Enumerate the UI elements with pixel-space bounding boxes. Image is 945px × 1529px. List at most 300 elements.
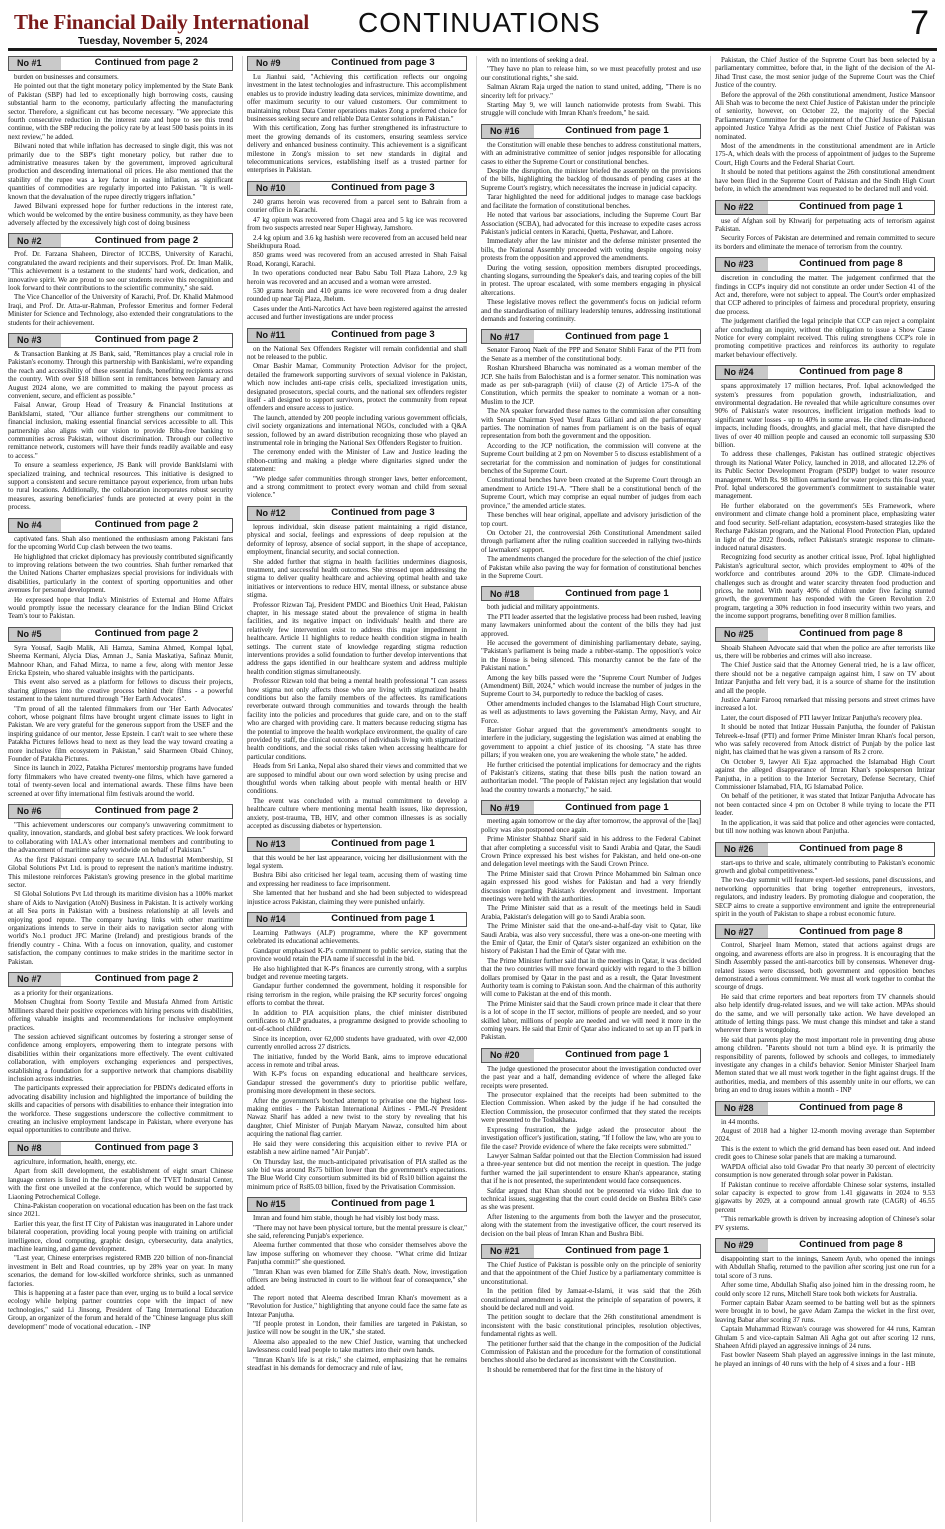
paragraph: Lawyer Salman Safdar pointed out that the Election Commission had issued a three-year sentence but did not mention the receipt in question. The judge further warned the jail superintendent to ensure Khan's appearance, stating that if he is not presented, the superintendent would face consequences. (481, 1151, 701, 1186)
paragraph: To ensure a seamless experience, JS Bank will provide BankIslami with specialized training, and technical resources. This initiative is designed to support a consistent and secure remittance payout experience, from urban hubs to rural locations. Additionally, the collaboration incorporates robust security measures, assuring beneficiaries' funds are protected at every point in the process. (8, 461, 233, 512)
story-number: No #2 (9, 234, 61, 247)
paragraph: He further criticised the potential implications for democracy and the rights of Pakistan's citizens, stating that these bills push the nation toward an authoritarian model. "The people of Pakistan reject any legislation that would lead the country towards a monarchy," he said. (481, 760, 701, 794)
paragraph: According to the JCP notification, the commission will convene at the Supreme Court building at 2 pm on November 5 to discuss establishment of a secretariat for the commission and nomination of judges for constitutional benches of the Supreme Court. (481, 441, 701, 476)
story-number: No #17 (482, 330, 534, 343)
continued-from: Continued from page 8 (799, 366, 903, 378)
paragraph: On October 9, lawyer Ali Ejaz approached the Islamabad High Court against the alleged disappearance of Imran Khan's spokesperson Intizar Panjutha, in a petition to the Interior Secretary, Defense Secretary, Chief Commissioner Islamabad, FIA, IG Islamabad Police. (715, 757, 935, 792)
paragraph: Fast bowler Naseem Shah played an aggressive innings in the last minute, he played an innings of 40 runs with the help of 4 sixes and a four - HB (715, 1351, 935, 1368)
paragraph: Bushra Bibi also criticised her legal team, accusing them of wasting time and expressing her readiness to face imprisonment. (247, 871, 467, 888)
paragraph: The Prime Minister said that Crown Prince Mohammed bin Salman once again expressed his good wishes for Pakistan and had a very friendly discussion regarding Pakistan's development and investment. Important meetings were held with the authorities. (481, 869, 701, 903)
paragraph: The launch, attended by 200 people including various government officials, civil society organizations and international NGOs, concluded with a Q&A session, followed by an award distribution recognizing those who played an instrumental role in bringing the National Sex Offenders Register to fruition. (247, 413, 467, 448)
paragraph: Former captain Babar Azam seemed to be batting well but as the spinners were brought in to bowl, he gave Adam Zampa the wicket in the first over, leaving Babar after scoring 37 runs. (715, 1298, 935, 1324)
paragraph: Expressing frustration, the judge asked the prosecutor about the investigation officer's justification, stating, "If I follow the law, who are you to file the case? Provide evidence of where the fake receipts were submitted." (481, 1125, 701, 1151)
story-body (8, 350, 233, 512)
paragraph: both judicial and military appointments. (487, 603, 600, 612)
story-number: No #21 (482, 1245, 534, 1258)
story-number: No #1 (9, 57, 61, 70)
paragraph: & Transaction Banking at JS Bank, said, "Remittances play a crucial role in Pakistan's economy. Through this partnership with Bankislami, we're expanding the reach and accessibility of these essential funds, benefiting recipients across the country. With over $18 billion sent in remittances between January and August 2024 alone, we are committed to making the payout process as convenient, secure, and efficient as possible." (8, 349, 233, 400)
paragraph: "This achievement underscores our company's unwavering commitment to quality, innovation, standards, and global best safety practices. We look forward to collaborating with IALA's other international members and contributing to the advancement of maritime safety worldwide on behalf of Pakistan." (8, 821, 233, 855)
story (481, 329, 701, 580)
story-number: No #9 (248, 57, 300, 70)
story (481, 1244, 701, 1374)
story-header (8, 518, 233, 533)
story-header (715, 627, 935, 642)
paragraph: Bilwani noted that while inflation has decreased to single digit, this was not primarily due to the SBP's tight monetary policy, but rather due to administrative measures taken by the government, improved agricultural production and descending international oil prices. He also mentioned that the stability of the rupee was a key factor in easing inflation, as significant quantities of commodities are regularly imported into Pakistan. "It is well-known that the devaluation of the rupee directly triggers inflation." (8, 142, 233, 201)
story-body (715, 644, 935, 836)
paragraph: start-ups to thrive and scale, ultimately contributing to Pakistan's economic growth and global competitiveness." (715, 858, 935, 875)
story-header (715, 257, 935, 272)
paragraph: Gandapur further condemned the government, holding it responsible for rising terrorism in the region, while praising the KP security forces' ongoing efforts to combat the threat. (247, 982, 467, 1008)
paragraph: After some time, Abdullah Shafiq also joined him in the dressing room, he could only score 12 runs, Mitchell Stare took both wickets for Australia. (715, 1281, 935, 1298)
paragraph: Most of the amendments in the constitutional amendment are in Article 175-A, which deals with the process of appointment of judges to the Supreme Court, High Courts and the Federal Shariat Court. (715, 142, 935, 167)
story-header (481, 1048, 701, 1063)
continued-from: Continued from page 2 (94, 57, 199, 69)
paragraph: The PTI leader asserted that the legislative process had been rushed, leaving many lawmakers uninformed about the content of the bills they had just approved. (481, 612, 701, 638)
continued-from: Continued from page 2 (94, 334, 199, 346)
continued-from: Continued from page 8 (799, 1239, 903, 1251)
continued-from: Continued from page 8 (799, 627, 903, 639)
story-body (8, 821, 233, 966)
story (8, 518, 233, 621)
paragraph: Safdar argued that Khan should not be presented via video link due to technical issues, suggesting that the court could decide on Bushra Bibi's case as she was present. (481, 1186, 701, 1212)
story (481, 800, 701, 1042)
paragraph: This event also served as a platform for fellows to discuss their projects, sharing glimpses into the creative process behind their films - a powerful testament to the talent nurtured through "Her Earth Advocates". (8, 678, 233, 704)
story (247, 1197, 467, 1372)
story-header (481, 124, 701, 139)
paragraph: Prof. Dr. Farzana Shaheen, Director of ICCBS, University of Karachi, congratulated the award recipients and their supervisors. Prof. Dr. Iman Malik, "This achievement is a testament to the students' hard work, dedication, and innovative spirit. We are proud to see our students receive this recognition and look forward to their contributions to the scientific community," she said. (8, 250, 233, 292)
paragraph: Syra Yousaf, Saqib Malik, Ali Hamza, Samina Ahmed, Kompal Iqbal, Sheema Kermani, Alycia Dias, Amnan J., Sania Maskatiya, Safinaz Munir, Mahnoor Khan, and Fahad Mirza, to name a few, along with mentor Jesse Ericka Epstein, who shared valuable insights with the participants. (8, 643, 233, 677)
paragraph: The Prime Minister said that the one-and-a-half-day visit to Qatar, like Saudi Arabia, was also very successful, there was a one-on-one meeting with the Emir of Qatar, the Emir of Qatar's sister organized an exhibition on the history of Pakistan I had the Emir of Qatar with me. (481, 922, 701, 956)
paragraph: The participants expressed their appreciation for PBDN's dedicated efforts in advocating disability inclusion and highlighted the importance of building the skills and capacities of persons with disabilities to enhance their integration into the workforce. These suggestions underscore the collective commitment to creating an inclusive employment landscape in Pakistan, where everyone has equal opportunities to contribute and thrive. (8, 1084, 233, 1135)
story (8, 972, 233, 1135)
paragraph: "There may not have been physical torture, but the mental pressure is clear," she said, referencing Punjab's experience. (247, 1223, 467, 1240)
story-header (247, 328, 467, 343)
story-number: No #12 (248, 507, 300, 520)
paragraph: "Last year, Chinese enterprises registered RMB 220 billion of non-financial investment in Belt and Road countries, up by 28% year on year. In many scenarios, the demand for low-skilled workforce shrinks, such as unmanned factories. (8, 1254, 233, 1288)
story-header (715, 924, 935, 939)
story-body (481, 346, 701, 580)
story-body (481, 1261, 701, 1374)
story (481, 1048, 701, 1238)
columns (8, 56, 937, 1522)
paragraph: Faisal Anwar, Group Head of Treasury & Financial Institutions at BankIslami, stated, "Our alliance further strengthens our commitment to financial inclusion, making essential financial services accessible to all. This partnership also aligns with our vision to provide Riba-free banking to communities across Pakistan, without discrimination. Through our collective remittance network, customers will have their funds readily available and easy to access." (8, 401, 233, 460)
paragraph: The event was concluded with a mutual commitment to develop a healthcare culture where mentioning mental health issues, like depression, anxiety, post-trauma, TB, HIV, and other common illnesses is as socially accepted as discussing diabetes or hypertension. (247, 796, 467, 831)
story (8, 56, 233, 227)
paragraph: With this certification, Zong has further strengthened its infrastructure to meet the growing demands of its customers, ensuring seamless service delivery and enhanced business continuity. This achievement is a significant milestone in Zong's mission to set new standards in digital and telecommunications services, establishing itself as a trusted partner for enterprises in Pakistan. (247, 124, 467, 175)
paragraph: The petition sought to declare that the 26th constitutional amendment is inconsistent with the basic constitutional principles, resolution objectives, fundamental rights as well. (481, 1313, 701, 1339)
story-number: No #8 (9, 1142, 61, 1155)
continued-from: Continued from page 1 (331, 913, 435, 925)
column-4 (710, 56, 935, 1522)
story-number: No #5 (9, 628, 61, 641)
story-body (8, 73, 233, 227)
story-body (247, 929, 467, 1191)
story-number: No #6 (9, 805, 61, 818)
paragraph: spans approximately 17 million hectares, Prof. Iqbal acknowledged the system's pressures from population growth, industrialization, and environmental degradation. He revealed that while agriculture consumes over 90% of Pakistan's water resources, inefficient irrigation methods lead to significant water losses - up to 40% in some areas. He cited climate-induced impacts, including floods, droughts, and glacial melt, that have disrupted the lives of over 40 million people and caused an economic toll surpassing $30 billion. (715, 382, 935, 450)
continued-from: Continued from page 1 (331, 1198, 435, 1210)
paragraph: leprous individual, skin disease patient maintaining a rigid distance, physical and social, feelings and expressions of deep repulsion at the deformity of leprosy, absence of social support, in the shape of acceptance, employment, financial security, and social connection. (247, 522, 467, 557)
story-number: No #20 (482, 1049, 534, 1062)
masthead-rule (8, 48, 937, 51)
paragraph: Later, the court disposed of PTI lawyer Intizar Panjutha's recovery plea. (721, 713, 923, 722)
paragraph: She lamented that her husband and she had been subjected to widespread injustice across Pakistan, claiming they were punished unfairly. (247, 889, 467, 906)
paragraph: August of 2018 had a higher 12-month moving average than September 2024. (715, 1127, 935, 1144)
story-header (247, 56, 467, 71)
story-body (8, 1158, 233, 1331)
paragraph: In addition to PIA acquisition plans, the chief minister distributed certificates to ALP graduates, a programme designed to provide schooling to out-of-school children. (247, 1008, 467, 1034)
story (715, 924, 935, 1094)
paragraph: He noted that various bar associations, including the Supreme Court Bar Association (SCBA), had advocated for this increase to expedite cases across Pakistan's judicial centers in Karachi, Quetta, Peshawar, and Lahore. (481, 211, 701, 236)
story-number: No #29 (716, 1239, 768, 1252)
paragraph: Lu Jianhui said, "Achieving this certification reflects our ongoing investment in the latest technologies and infrastructure. This accomplishment enables us to provide industry leading data services, minimize downtime, and offer maximum security to our valued customers. Our commitment to maintaining robust Data Center operations makes Zong a preferred choice for businesses seeking secure and reliable Data Center solutions in Pakistan." (247, 73, 467, 124)
paragraph: agriculture, information, health, energy, etc. (14, 1157, 137, 1166)
paragraph: 2.4 kg opium and 3.6 kg hashish were recovered from an accused held near Sheikhupura Road. (247, 233, 467, 250)
paragraph: Pakistan, the Chief Justice of the Supreme Court has been selected by a parliamentary committee, before that, in the light of the decision of the Al-Jihad Trust case, the most senior judge of the Supreme Court was the Chief Justice of the country. (715, 56, 935, 90)
paragraph: as a priority for their organizations. (14, 988, 114, 997)
story-number: No #15 (248, 1198, 300, 1211)
story-body (481, 603, 701, 794)
story-header (481, 329, 701, 344)
paragraph: "They have no plan to release him, so we must peacefully protest and use our constitutional rights," she said. (481, 65, 701, 82)
paragraph: The NA speaker forwarded these names to the commission after consulting with Senate Chairman Syed Yusuf Raza Gillani and all the parliamentary parties. The nomination of names from parliament is on the basis of equal representation from both the government and the opposition. (481, 407, 701, 441)
paragraph: Apart from skill development, the establishment of eight smart Chinese language centers is listed in the first-year plan of the TVET Industrial Center, with the first one unveiled at the conference, which would be supported by Liaoning Petrochemical College. (8, 1167, 233, 1201)
story-number: No #22 (716, 201, 768, 214)
section-title: CONTINUATIONS (358, 7, 601, 38)
continued-from: Continued from page 2 (94, 805, 199, 817)
story-number: No #11 (248, 329, 300, 342)
paragraph: burden on businesses and consumers. (14, 73, 119, 81)
paragraph: It should be noted that Intizar Hussain Panjutha, the founder of Pakistan Tehreek-e-Insaf (PTI) and former Prime Minister Imran Khan's focal person, who was safely recovered from Attock district of Punjab by the police last night, has claimed that he was given a ransom of Rs 2 crore. (715, 723, 935, 757)
continued-from: Continued from page 1 (565, 330, 669, 342)
paragraph: He pointed out that the tight monetary policy implemented by the State Bank of Pakistan (SBP) had led to exceptionally high borrowing costs, causing substantial harm to the economy, particularly affecting the manufacturing sector. Therefore, a significant cut has become necessary. "We appreciate this fourth consecutive reduction in the interest rate and hope to see this trend continue, with the SBP reducing the policy rate by at least 500 basis points in its next review," he added. (8, 82, 233, 141)
paragraph: On Thursday last, the much-anticipated privatisation of PIA stalled as the sole bid was around Rs75 billion lower than the government's expectations. The Blue World City consortium submitted its bid of Rs10 billion against the minimum price of Rs85.03 billion, fixed by the Privatisation Commission. (247, 1157, 467, 1191)
story-body (8, 644, 233, 798)
story-body (715, 859, 935, 919)
paragraph: On October 21, the controversial 26th Constitutional Amendment sailed through parliament after the ruling coalition succeeded in rallying two-thirds of lawmakers' support. (481, 528, 701, 554)
story-header (8, 804, 233, 819)
paragraph: These legislative moves reflect the government's focus on judicial reform and the standardisation of military leadership tenures, addressing institutional demands and fostering continuity. (481, 298, 701, 323)
paragraph: The Prime Minister further said that in the meetings in Qatar, it was decided that the two countries will move forward quickly with regard to the 3 billion dollars promised by Qatar in the past and as a result, the Qatar Investment Authority team is coming to Pakistan soon. And the chairman of this authority will come to Pakistan at the end of this month. (481, 956, 701, 999)
story (247, 837, 467, 906)
paragraph: WAPDA official also told Gwadar Pro that nearly 30 percent of electricity consumption is now generated through solar power in Pakistan. (715, 1162, 935, 1180)
paragraph: The initiative, funded by the World Bank, aims to improve educational access in remote and tribal areas. (247, 1052, 467, 1070)
paragraph: "This remarkable growth is driven by increasing adoption of Chinese's solar PV systems. (715, 1215, 935, 1232)
story-header (715, 200, 935, 215)
paragraph: Recognizing food security as another critical issue, Prof. Iqbal highlighted Pakistan's agricultural sector, which provides employment to 40% of the workforce and contributes around 20% to the GDP. Climate-induced challenges such as drought and water scarcity threaten food production and prices, he noted. With nearly 40% of children under five facing stunted growth, the government has responded with the Green Revolution 2.0 program, targeting a 30% reduction in food insecurity within two years, and the income support programs, benefiting over 8 million families. (715, 553, 935, 621)
paragraph: The report noted that Aleema described Imran Khan's movement as a "Revolution for Justice," highlighting that anyone could face the same fate as Intezar Panjutha. (247, 1293, 467, 1319)
story-header (247, 181, 467, 196)
paragraph: It should be remembered that for the first time in the history of (487, 1365, 663, 1374)
story-number: No #14 (248, 913, 300, 926)
paragraph: Jawed Bilwani expressed hope for further reductions in the interest rate, which would be welcomed by the entire business community, as they have been adversely affected by the excessively high cost of doing business (8, 202, 233, 227)
continued-from: Continued from page 3 (331, 507, 435, 519)
paragraph: It should be noted that petitions against the 26th constitutional amendment have been filed in the Supreme Court of Pakistan and the Sindh High Court before, in which the amendment was requested to be declared null and void. (715, 168, 935, 194)
paragraph: He said that parents play the most important role in preventing drug abuse among children. "Parents should not turn a blind eye. It is primarily the responsibility of parents, followed by schools and colleges, to immediately investigate any changes in a child's behavior. Senior Minister Sharjeel Inam Memon stated that we all must work together in the fight against drugs. If the authorities, media, and members of this assembly unite in our efforts, we can bring an end to drug issues within a month - INP (715, 1035, 935, 1095)
continued-from: Continued from page 3 (331, 57, 435, 69)
page-number: 7 (910, 4, 929, 42)
story (247, 912, 467, 1191)
continued-from: Continued from page 3 (331, 182, 435, 194)
paragraph: In the petition filed by Jamaat-e-Islami, it was said that the 26th constitutional amendment is against the principle of separation of powers, it should be declared null and void. (481, 1287, 701, 1312)
continued-from: Continued from page 2 (94, 518, 199, 530)
paragraph: He further elaborated on the government's 5Es Framework, where environment and climate change hold a prominent place, emphasizing water and food security. Self-reliant adaptation, ecosystem-based strategies like the Recharge Pakistan program, and the National Flood Protection Plan, updated in light of the 2022 floods, reflect Pakistan's strategic response to climate-induced natural disasters. (715, 501, 935, 552)
paragraph: Security Forces of Pakistan are determined and remain committed to secure its borders and eliminate the menace of terrorism from the country. (715, 234, 935, 251)
story-header (481, 1244, 701, 1259)
story (715, 1101, 935, 1232)
story-header (247, 912, 467, 927)
paragraph: During the voting session, opposition members disrupted proceedings, chanting slogans, surrounding the Speaker's dais, and tearing copies of the bill in protest. The uproar escalated, with some members engaging in physical altercations. (481, 263, 701, 297)
paragraph: He said that crime reporters and beat reporters from TV channels should also help identify drug-related issues, and we will take action. MPAs should do the same, and we will personally take action. We have developed an attitude of letting things pass. We must change this mindset and take a stand wherever there is wrongdoing. (715, 992, 935, 1035)
paragraph: 530 grams heroin and 410 grams ice were recovered from a drug dealer rounded up near Taj Plaza, Jhelum. (247, 286, 467, 304)
continued-from: Continued from page 1 (565, 1245, 669, 1257)
paragraph: Gandapur emphasised K-P's commitment to public service, stating that the province would retain the PIA name if successful in the bid. (247, 946, 467, 964)
paragraph: The session achieved significant outcomes by fostering a stronger sense of confidence among employers, empowering them to integrate persons with disabilities within their organizations more effectively. The event cultivated collaboration, with employers exchanging experiences and perspectives, establishing a foundation for a supportive network that champions disability inclusion across industries. (8, 1033, 233, 1084)
story-number: No #7 (9, 973, 61, 986)
continued-from: Continued from page 8 (799, 258, 903, 270)
story-number: No #25 (716, 628, 768, 641)
story-number: No #26 (716, 843, 768, 856)
dateline: Tuesday, November 5, 2024 (78, 36, 208, 47)
story (715, 1238, 935, 1368)
continued-from: Continued from page 1 (799, 200, 903, 212)
paragraph: Heads from Sri Lanka, Nepal also shared their views and committed that we are supposed to mindful about our own word selection by using precise and thoughtful words when talking about people with mental health or HIV conditions. (247, 762, 467, 796)
story (247, 56, 467, 175)
paragraph: The prosecutor explained that the receipts had been submitted to the Election Commission. When asked by the judge if he had consulted the Election Commission, the prosecutor confirmed that they stated the receipts were presented to the Toshakhana. (481, 1091, 701, 1125)
column-2 (242, 56, 467, 1522)
continued-from: Continued from page 2 (94, 628, 199, 640)
continued-from: Continued from page 1 (565, 125, 669, 137)
column-3 (476, 56, 701, 1522)
continued-from: Continued from page 3 (94, 1142, 199, 1154)
paragraph: He highlighted that cricket diplomacy has previously contributed significantly to improving relations between the two countries. Shah further remarked that the United Nations Charter emphasizes special provisions for individuals with disabilities, particularly in the context of sporting opportunities and other avenues for personal development. (8, 552, 233, 595)
paragraph: Constitutional benches have been created at the Supreme Court through an amendment to Article 191-A. "There shall be a constitutional bench of the Supreme Court, which may comprise an equal number of judges from each province," the amended article states. (481, 476, 701, 510)
story-header (715, 842, 935, 857)
continued-from: Continued from page 3 (331, 328, 435, 340)
paragraph: The amendments changed the procedure for the selection of the chief justice of Pakistan while also paving the way for formation of constitutional benches in the Supreme Court. (481, 555, 701, 580)
continued-from: Continued from page 1 (565, 587, 669, 599)
paragraph: He accused the government of diminishing parliamentary debate, saying, "Pakistan's parliament is being made a rubber-stamp. The opposition's voice in the House is being silenced. This monarchy cannot be the fate of the Pakistani nation." (481, 638, 701, 673)
column-1 (8, 56, 233, 1522)
story-number: No #28 (716, 1102, 768, 1115)
story (481, 56, 701, 118)
story-body (8, 535, 233, 621)
paragraph: Prime Minister Shahbaz Sharif said in his address to the Federal Cabinet that after completing a successful visit to Saudi Arabia and Qatar, the Saudi Crown Prince expressed his best wishes for Pakistan, and held one-on-one and delegation level meetings with the Saudi Crown Prince. (481, 835, 701, 869)
story-number: No #19 (482, 801, 534, 814)
story (8, 804, 233, 966)
paragraph: On behalf of the petitioner, it was stated that Intizar Panjutha Advocate has not been contacted since 4 pm on October 8 while trying to locate the PTI leader. (715, 792, 935, 818)
story-number: No #4 (9, 519, 61, 532)
paragraph: use of Afghan soil by Khwarij for perpetuating acts of terrorism against Pakistan. (715, 216, 935, 233)
paragraph: This is happening at a faster pace than ever, urging us to build a local service ecology while helping partner countries cope with the impact of new technologies," said Li Jinsong, President of Tang International Education Group, an organizer of the forum and herald of the "Chinese language plus skill development" mode of vocational education. - INP (8, 1288, 233, 1331)
story-header (8, 972, 233, 987)
paragraph: The ceremony ended with the Minister of Law and Justice leading the ribbon-cutting and making a pledge where dignitaries signed under the statement: (247, 448, 467, 474)
paragraph: Control, Sharjeel Inam Memon, stated that actions against drugs are ongoing, and awareness efforts are also in progress. It is encouraging that the Sindh Assembly passed the anti-narcotics bill by consensus. Whenever drug-related issues were discussed, both government and opposition benches demonstrated a serious commitment. We must all work together to combat the scourge of drugs. (715, 941, 935, 992)
paragraph: 240 grams heroin was recovered from a parcel sent to Bahrain from a courier office in Karachi. (247, 197, 467, 215)
story (715, 257, 935, 359)
story-body (715, 1118, 935, 1232)
story-number: No #24 (716, 366, 768, 379)
story-body (247, 523, 467, 831)
paragraph: 47 kg opium was recovered from Chagai area and 5 kg ice was recovered from two suspects arrested near Super Highway, Jamshoro. (247, 215, 467, 233)
story-header (8, 233, 233, 248)
paragraph: The Vice Chancellor of the University of Karachi, Prof. Dr. Khalid Mahmood Iraqi, and Prof. Dr. Atta-ur-Rahman, Professor Emeritus and former Federal Minister for Science and Technology, also extended their congratulations to the students for their achievement. (8, 293, 233, 327)
paragraph: The petitioner further said that the change in the composition of the Judicial Commission of Pakistan and the procedure for the formation of constitutional benches should also be declared as inconsistent with the Constitution. (481, 1339, 701, 1365)
story-header (481, 586, 701, 601)
paragraph: In the application, it was said that police and other agencies were contacted, but till now nothing was known about Panjutha. (715, 818, 935, 836)
story-body (247, 1214, 467, 1372)
story (715, 56, 935, 194)
newspaper-brand: The Financial Daily International (14, 10, 310, 34)
story (481, 124, 701, 324)
story (715, 200, 935, 252)
paragraph: Shoaib Shaheen Advocate said that when the police are after terrorists like us, there will be robberies and crimes will also increase. (715, 643, 935, 660)
paragraph: disappointing start to the innings, Saneem Ayub, who opened the innings with Abdullah Shafiq, returned to the pavilion after scoring just one run for a total score of 3 runs. (715, 1254, 935, 1280)
paragraph: To address these challenges, Pakistan has outlined strategic objectives through its National Water Policy, launched in 2018, and allocated 12.2% of its Public Sector Development Program (PSDP) budget to water resource management. With Rs. 98 billion earmarked for water projects this fiscal year, Prof. Iqbal underscored the government's commitment to sustainable water management. (715, 450, 935, 501)
story (247, 181, 467, 322)
story-header (247, 1197, 467, 1212)
paragraph: "Imran Khan's life is at risk," she claimed, emphasizing that he remains steadfast in his demands for democracy and rule of law, (247, 1355, 467, 1373)
paragraph: He said they were considering this acquisition either to revive PIA or establish a new airline named "Air Punjab". (247, 1139, 467, 1157)
paragraph: Senator Farooq Naek of the PPP and Senator Shibli Faraz of the PTI from the Senate as a member of the constitutional body. (481, 346, 701, 363)
paragraph: Despite the disruption, the minister briefed the assembly on the provisions of the bills, highlighting the backlog of thousands of pending cases at the Supreme Court's registry, which necessitates the increase in judicial capacity. (481, 167, 701, 192)
paragraph: These benches will hear original, appellate and advisory jurisdiction of the top court. (481, 511, 701, 528)
story-number: No #23 (716, 258, 768, 271)
paragraph: "If people protest in London, their families are targeted in Pakistan, so justice will now be sought in the UK," she stated. (247, 1320, 467, 1337)
paragraph: meeting again tomorrow or the day after tomorrow, the approval of the [Iaq] policy was also postponed once again. (481, 817, 701, 834)
story (481, 586, 701, 794)
story-header (481, 800, 701, 815)
paragraph: Among the key bills passed were the "Supreme Court Number of Judges (Amendment) Bill, 2024," which would increase the number of judges in the Supreme Court to 34, purportedly to reduce the backlog of cases. (481, 673, 701, 699)
paragraph: Omar Bashir Mamar, Community Protection Advisor for the project, detailed the framework supporting survivors of sexual violence in Pakistan, which now includes anti-rape crisis cells, specialized investigation units, designated prosecutors, special courts, and the national sex offenders register itself - all designed to support survivors, protect the community from repeat offenders and ensure access to justice. (247, 362, 467, 413)
paragraph: The judgement clarified the legal principle that CCP can reject a complaint after concluding an inquiry, without the obligation to issue a Show Cause Notice for every complaint received. This ruling strengthens CCP's role in promoting competitive practices and reinforces its authority to regulate market behaviour effectively. (715, 317, 935, 359)
paragraph: The judge questioned the prosecutor about the investigation conducted over the past year and a half, demanding evidence of where the alleged fake receipts were presented. (481, 1064, 701, 1090)
paragraph: In two operations conducted near Babu Sabu Toll Plaza Lahore, 2.9 kg heroin was recovered and an accused and a woman were arrested. (247, 269, 467, 286)
paragraph: Tarar highlighted the need for additional judges to manage case backlogs and facilitate the formation of constitutional benches. (481, 193, 701, 210)
story-header (715, 1101, 935, 1116)
continued-from: Continued from page 1 (331, 837, 435, 849)
story (247, 328, 467, 500)
story-body (8, 989, 233, 1135)
paragraph: He expressed hope that India's Ministries of External and Home Affairs would promptly issue the necessary clearance for the Indian Blind Cricket Team's tour to Pakistan. (8, 595, 233, 621)
paragraph: China-Pakistan cooperation on vocational education has been on the fast track since 2021. (8, 1201, 233, 1219)
paragraph: Roshan Khursheed Bharucha was nominated as a woman member of the JCP. She hails from Balochistan and is a former senator. This nomination was made as per sub-paragraph (viii) of clause (2) of Article 175-A of the Constitution, which permits the speaker to nominate a woman or a non-Muslim to the JCP. (481, 364, 701, 406)
paragraph: After the government's botched attempt to privatise one the highest loss-making entities - the Pakistan International Airlines - PML-N President Nawaz Sharif has added a new twist to the story by revealing that his daughter, Chief Minister of Punjab Maryam Nawaz, consulted him about acquiring the national flag carrier. (247, 1096, 467, 1139)
paragraph: After listening to the arguments from both the lawyer and the prosecutor, along with the statement from the investigative officer, the court reserved its decision on the bail pleas of Imran Khan and Bushra Bibi. (481, 1212, 701, 1238)
story-header (247, 506, 467, 521)
paragraph: The Chief Justice of Pakistan is possible only on the principle of seniority and that the appointment of the Chief Justice by a parliamentary committee is unconstitutional. (481, 1260, 701, 1286)
story-number: No #27 (716, 925, 768, 938)
story-body (715, 1255, 935, 1368)
story-body (481, 141, 701, 324)
story-number: No #10 (248, 182, 300, 195)
paragraph: The Chief Justice said that the Attorney General tried, he is a law officer, there should not be a negative campaign against him, I saw on TV about Intizar Panjutha and felt very bad, it is a source of shame for the institution and all the people. (715, 661, 935, 695)
paragraph: Other amendments included changes to the Islamabad High Court structure, as well as adjustments to laws governing the Pakistan Army, Navy, and Air Force. (481, 699, 701, 725)
story-header (247, 837, 467, 852)
story-body (715, 56, 935, 194)
story-number: No #18 (482, 587, 534, 600)
continued-from: Continued from page 8 (799, 842, 903, 854)
story-body (8, 250, 233, 327)
paragraph: "Imran Khan was even blamed for Zille Shah's death. Now, investigation officers are being instructed in court to lie without fear of consequence," she added. (247, 1267, 467, 1293)
paragraph: "I'm proud of all the talented filmmakers from our 'Her Earth Advocates' cohort, whose poignant films have brought urgent climate issues to light in Pakistan. We are very grateful for the generous support from the USEF and the inspiring guidance of our mentor, Jesse Epstein. I can't wait to see where these Patakha Pictures fellows head to next as they lead the way toward creating a more inclusive film ecosystem in Pakistan," said Sharmeen Obaid Chinoy, Founder of Patakha Pictures. (8, 704, 233, 764)
story-body (715, 274, 935, 359)
paragraph: Barrister Gohar argued that the government's amendments sought to interfere in the judiciary, suggesting the legislation was aimed at enabling the government to appoint a chief justice of its choosing. "A state has three pillars; if you weaken one, you are weakening the whole state," he added. (481, 726, 701, 760)
story-body (481, 817, 701, 1042)
story-body (481, 1065, 701, 1238)
paragraph: Professor Rizwan Taj, President PMDC and Bioethics Unit Head, Pakistan chapter, in his message stated about the prevalence of stigma in health facilities, and its negative impact on individuals' health and there are relatively few intervention exist to address this major impediment in healthcare. Article 11 highlights to reduce health condition stigma in health settings. The current state of knowledge regarding stigma reduction interventions provides a solid foundation to further develop interventions that address the gaps identified in our healthcare system and address multiple health condition stigmas simultaneously. (247, 600, 467, 676)
paragraph: Aleema further commented that those who consider themselves above the law impose suffering on whomever they choose. "What crime did Intizar Panjutha commit?" she questioned. (247, 1241, 467, 1267)
story-header (715, 1238, 935, 1253)
paragraph: Starting May 9, we will launch nationwide protests from Swabi. This struggle will conclude with Imran Khan's freedom," he said. (481, 101, 701, 118)
paragraph: Mohsen Chughtai from Soorty Textile and Mustafa Ahmed from Artistic Milliners shared their positive experiences with hiring persons with disabilities, offering valuable insights and recommendations for inclusive employment practices. (8, 998, 233, 1032)
paragraph: Aleema also appealed to the new Chief Justice, warning that unchecked lawlessness could lead people to take matters into their own hands. (247, 1337, 467, 1355)
masthead (8, 6, 937, 52)
story-header (8, 56, 233, 71)
paragraph: Professor Rizwan told that being a mental health professional "I can assess how stigma not only affects those who are living with stigmatized health conditions but also the family members of the affectees. Its ramifications reverberate outward through communities and towards through the health facility into the policies and procedures that guide care, and on to the staff who are charged with providing care. It matters because reducing stigma has the potential to improve the health workplace environment, the quality of care provided by staff, the clinical outcomes of individuals living with stigmatized health conditions, and the social risks taken when accessing healthcare for particular conditions. (247, 677, 467, 761)
paragraph: that this would be her last appearance, voicing her disillusionment with the legal system. (247, 853, 467, 870)
story (8, 233, 233, 327)
paragraph: the Constitution will enable these benches to address constitutional matters, with an administrative committee of senior judges responsible for allocating cases to either the Supreme Court or constitutional benches. (481, 140, 701, 166)
paragraph: 850 grams weed was recovered from an accused arrested in Shah Faisal Road, Korangi, Karachi. (247, 251, 467, 268)
story-body (247, 854, 467, 906)
paragraph: on the National Sex Offenders Register will remain confidential and shall not be released to the public. (247, 344, 467, 361)
story-number: No #16 (482, 125, 534, 138)
paragraph: discretion in concluding the matter. The judgement confirmed that the findings in CCP's inquiry did not constitute an order under Section 41 of the Act and, therefore, were not subject to appeal. The Court's order emphasized that CCP adhered to principles of fairness and procedural propriety, ensuring due process. (715, 274, 935, 316)
story (8, 627, 233, 798)
story (8, 333, 233, 512)
paragraph: "We pledge safer communities through stronger laws, better enforcement, and a strong commitment to protect every woman and child from sexual violence." (247, 474, 467, 500)
story-body (481, 56, 701, 118)
story-body (715, 941, 935, 1094)
paragraph: Before the approval of the 26th constitutional amendment, Justice Mansoor Ali Shah was to become the next Chief Justice of Pakistan under the principle of seniority, however, on October 22, the majority of the Special Parliamentary Committee for the appointment of the Chief Justice of Pakistan appointed Justice Yahya Afridi as the next Chief Justice of Pakistan was nominated. (715, 90, 935, 141)
paragraph: Learning Pathways (ALP) programme, where the KP government celebrated its educational achievements. (247, 928, 467, 946)
paragraph: He also highlighted that K-P's finances are currently strong, with a surplus budget and revenue meeting targets. (247, 964, 467, 981)
story-header (8, 1141, 233, 1156)
continued-from: Continued from page 2 (94, 234, 199, 246)
paragraph: Since its launch in 2022, Patakha Pictures' mentorship programs have funded forty filmmakers who have created twenty-one films, which have garnered a total of twenty-seven local and international awards. These films have been screened at over fifty international film festivals around the world. (8, 764, 233, 798)
story-body (247, 198, 467, 322)
story-header (8, 627, 233, 642)
paragraph: SI Global Solutions Pvt Ltd through its maritime division has a 100% market share of Aids to Navigation (AtoN) Business in Pakistan. It is actively working at all Sea ports in Pakistan with a business relationship at all levels and enjoying good repute. The company having links with other maritime organizations intends to serve in their aids to navigation sector along with world's No.1 product JFC Marine (Ireland) and prestigious brands of the friendly country - China. With a focus on innovation, quality, and customer satisfaction, the company continues to make strides in the maritime sector in Pakistan. (8, 890, 233, 966)
continued-from: Continued from page 8 (799, 925, 903, 937)
story (715, 842, 935, 919)
story-body (715, 382, 935, 620)
paragraph: With K-P's focus on expanding educational and healthcare services, Gandapur stressed the government's duty to prioritise public welfare, promising more development in these sectors. (247, 1070, 467, 1096)
paragraph: If Pakistan continue to receive affordable Chinese solar systems, installed solar capacity is expected to grow from 1.41 gigawatts in 2024 to 9.53 gigawatts by 2029, at a compound annual growth rate (CAGR) of 46.55 percent (715, 1180, 935, 1214)
paragraph: Captain Muhammad Rizwan's courage was showered for 44 runs, Kamran Ghulam 5 and vice-captain Salman Ali Agha got out after scoring 12 runs, Shaheen Afridi played an aggressive innings of 24 runs. (715, 1325, 935, 1350)
story-header (715, 365, 935, 380)
paragraph: The two-day summit will feature expert-led sessions, panel discussions, and networking opportunities that bring together entrepreneurs, investors, regulators, and industry leaders. By promoting dialogue and cooperation, the SECP aims to create a supportive environment and ignite the entrepreneurial spirit in the youth of Pakistan to shape a robust economic future. (715, 876, 935, 918)
paragraph: Since its inception, over 62,000 students have graduated, with over 42,000 currently enrolled across 27 districts. (247, 1034, 467, 1052)
paragraph: Imran and found him stable, though he had visibly lost body mass. (253, 1214, 440, 1223)
paragraph: As the first Pakistani company to secure IALA Industrial Membership, SI Global Solutions Pvt Ltd. is proud to represent the nation's maritime industry. This milestone reinforces Pakistan's growing presence in the global maritime sector. (8, 855, 233, 889)
paragraph: She added further that stigma in health facilities undermines diagnosis, treatment, and successful health outcomes. She stressed upon addressing the stigma to deliver quality healthcare and achieving optimal health and take initiatives or interventions to reduce HIV, mental illness, or substance abuse stigma. (247, 557, 467, 600)
paragraph: The Prime Minister said that the Saudi crown prince made it clear that there is a lot of scope in the IT sector, millions of people are needed, and so your skilled labor, millions of people are needed and we will need it more in the coming years. He said that Emir of Qatar also indicated to set up an IT park in Pakistan. (481, 999, 701, 1042)
paragraph: Cases under the Anti-Narcotics Act have been registered against the arrested accused and further investigations are under process (247, 304, 467, 322)
story (715, 365, 935, 620)
story (247, 506, 467, 831)
continued-from: Continued from page 8 (799, 1101, 903, 1113)
story-number: No #3 (9, 334, 61, 347)
paragraph: This is the extent to which the grid demand has been eased out. And indeed credit goes to Chinese solar panels that are making a turnaround. (715, 1144, 935, 1162)
paragraph: Immediately after the law minister and the defense minister presented the bills, the National Assembly proceeded with voting despite ongoing noisy protests from the opposition and approved the amendments. (481, 237, 701, 263)
paragraph: The Prime Minister said that as a result of the meetings held in Saudi Arabia, Pakistan's delegation will go to Saudi Arabia soon. (481, 904, 701, 921)
paragraph: Salman Akram Raja urged the nation to stand united, adding, "There is no sincerity left for privacy." (481, 83, 701, 100)
paragraph: captivated fans. Shah also mentioned the enthusiasm among Pakistani fans for the upcoming World Cup clash between the two teams. (8, 534, 233, 552)
continued-from: Continued from page 1 (565, 1049, 669, 1061)
paragraph: with no intentions of seeking a deal. (487, 56, 589, 64)
story-body (247, 73, 467, 175)
